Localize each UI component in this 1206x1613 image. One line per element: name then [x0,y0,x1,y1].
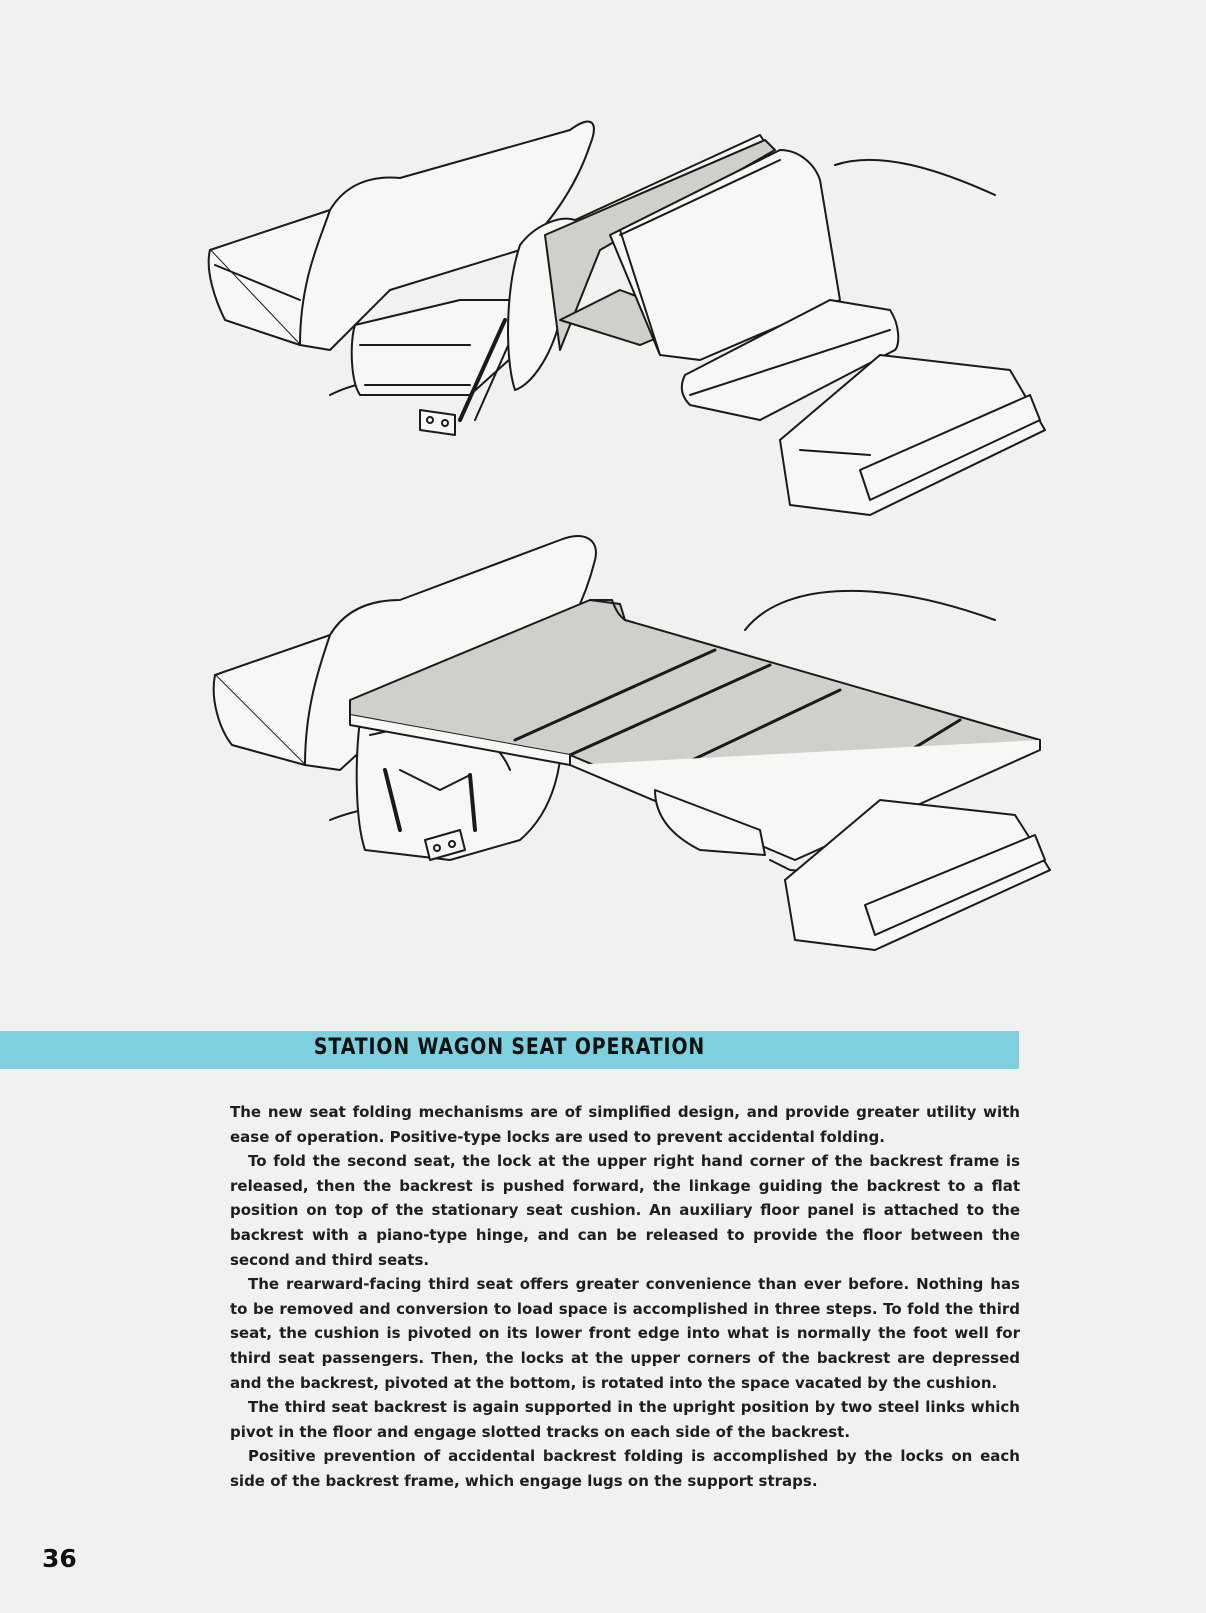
body-text [230,1100,1020,1494]
paragraph: The new seat folding mechanisms are of simplified design, and provide greater utility with ease of operation. Positive-type locks are used to prevent accidental folding. [230,1103,1020,1146]
section-title: STATION WAGON SEAT OPERATION [313,1035,706,1060]
section-title-band [0,1031,1019,1069]
paragraph: The rearward-facing third seat offers greater convenience than ever before. Nothing has to be removed and conversion to load space is accomplished in three steps. To fold the third seat, the cushion is pivoted on its lower front edge into what is normally the foot well for third seat passengers. Then, the locks at the upper corners of the backrest are depressed and the backrest, pivoted at the bottom, is rotated into the space vacated by the cushion. [230,1275,1020,1392]
paragraph: The third seat backrest is again supported in the upright position by two steel links which pivot in the floor and engage slotted tracks on each side of the backrest. [230,1398,1020,1441]
page-number: 36 [42,1544,77,1573]
seat-folded-illustration [0,515,1206,985]
seat-upright-illustration [0,90,1206,560]
paragraph: To fold the second seat, the lock at the upper right hand corner of the backrest frame is released, then the backrest is pushed forward, the linkage guiding the backrest to a flat position on top of the stationary seat cushion. An auxiliary floor panel is attached to the backrest with a piano-type hinge, and can be released to provide the floor between the second and third seats. [230,1152,1020,1269]
paragraph: Positive prevention of accidental backrest folding is accomplished by the locks on each side of the backrest frame, which engage lugs on the support straps. [230,1447,1020,1490]
